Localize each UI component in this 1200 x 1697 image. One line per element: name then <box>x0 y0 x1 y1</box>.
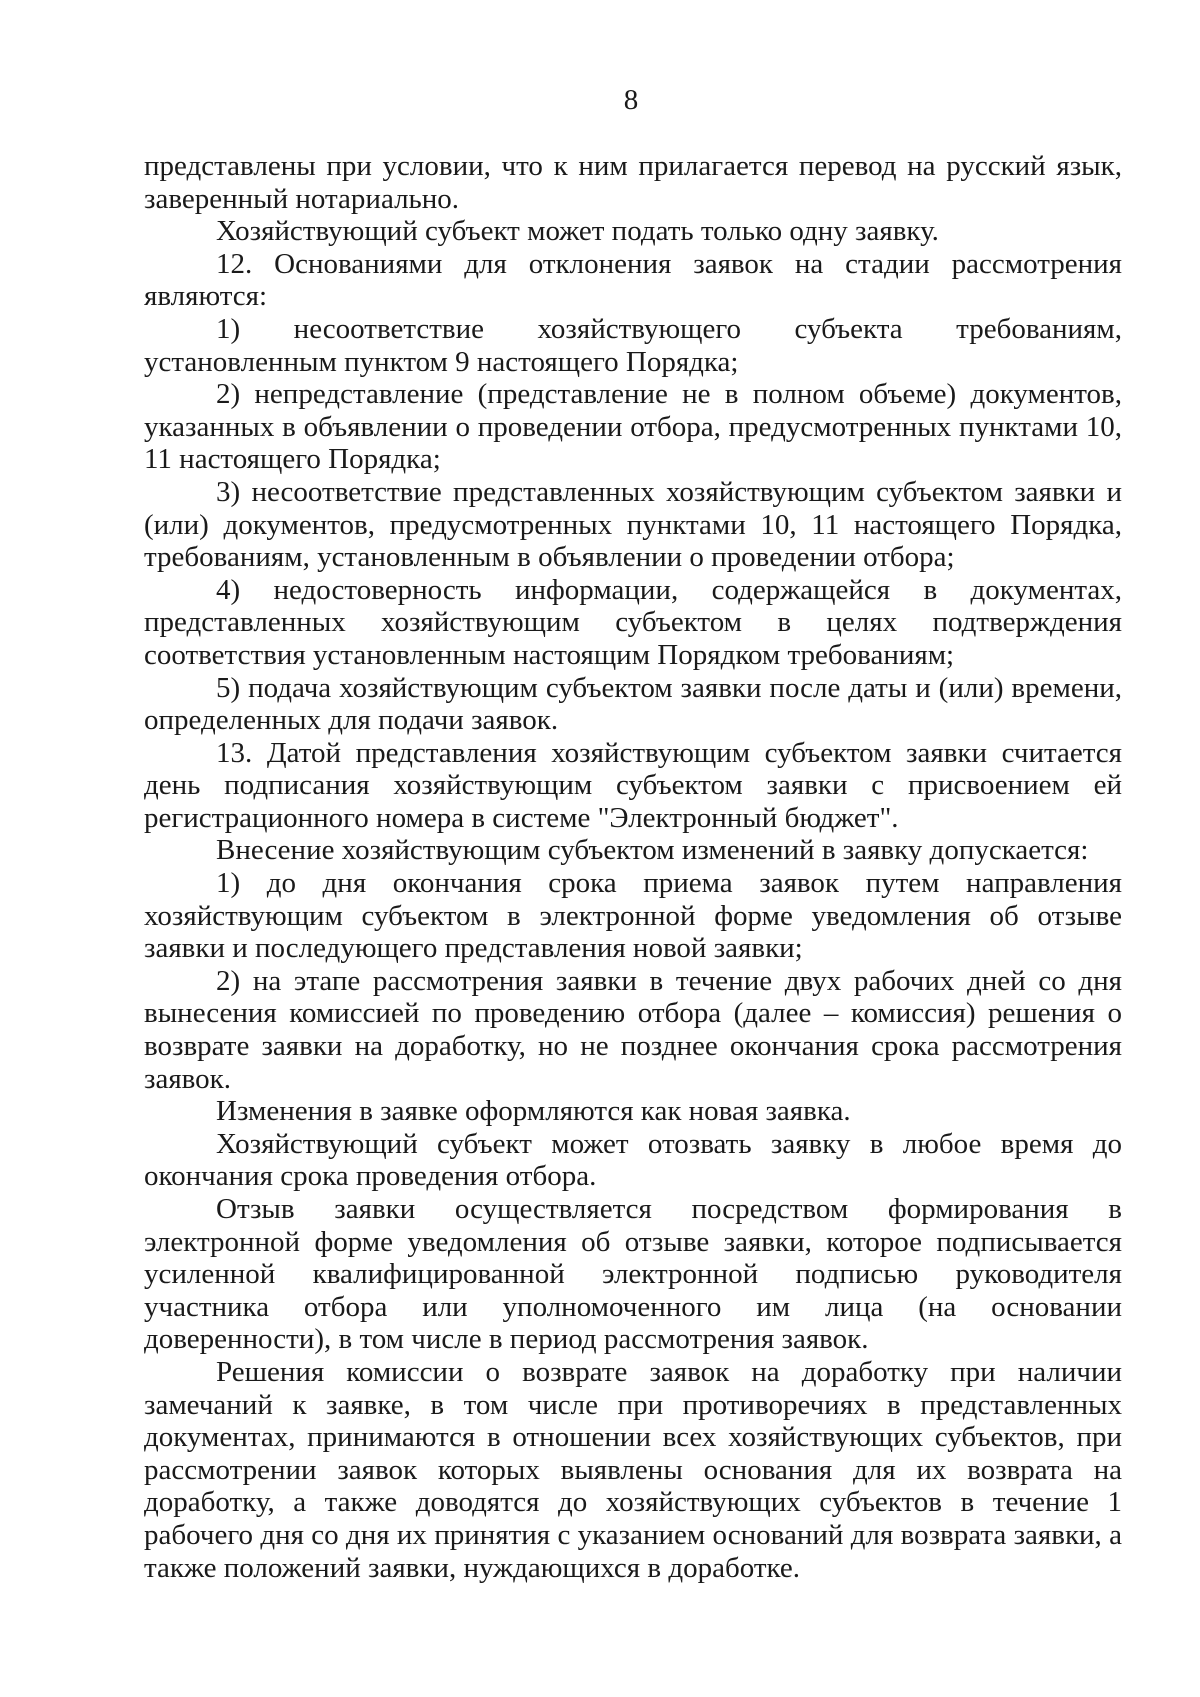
paragraph: Хозяйствующий субъект может подать только одну заявку. <box>216 215 939 248</box>
paragraph: 1) до дня окончания срока приема заявок путем направления хозяйствующим субъектом в электронной форме уведомления об отзыве заявки и последующего представления новой заявки; <box>144 867 1122 965</box>
paragraph: Хозяйствующий субъект может отозвать заявку в любое время до окончания срока проведения отбора. <box>144 1127 1122 1193</box>
paragraph: 13. Датой представления хозяйствующим субъектом заявки считается день подписания хозяйствующим субъектом заявки с присвоением ей регистрационного номера в системе "Электронный бюджет". <box>144 736 1122 834</box>
paragraph: 2) непредставление (представление не в полном объеме) документов, указанных в объявлении о проведении отбора, предусмотренных пунктами 10, 11 настоящего Порядка; <box>144 378 1122 476</box>
paragraph: 12. Основаниями для отклонения заявок на стадии рассмотрения являются: <box>144 247 1122 313</box>
document-body <box>144 150 1122 1584</box>
paragraph: 5) подача хозяйствующим субъектом заявки после даты и (или) времени, определенных для подачи заявок. <box>144 671 1122 737</box>
paragraph: 3) несоответствие представленных хозяйствующим субъектом заявки и (или) документов, предусмотренных пунктами 10, 11 настоящего Порядка, требованиям, установленным в объявлении о проведении отбора; <box>144 475 1122 574</box>
paragraph: Решения комиссии о возврате заявок на доработку при наличии замечаний к заявке, в том числе при противоречиях в представленных документах, принимаются в отношении всех хозяйствующих субъектов, при рассмотрении заявок которых выявлены основания для их возврата на доработку, а также доводятся до хозяйствующих субъектов в течение 1 рабочего дня со дня их принятия с указанием оснований для возврата заявки, а также положений заявки, нуждающихся в доработке. <box>144 1355 1122 1584</box>
paragraph: Внесение хозяйствующим субъектом изменений в заявку допускается: <box>216 834 1089 867</box>
paragraph: 1) несоответствие хозяйствующего субъекта требованиям, установленным пунктом 9 настоящего Порядка; <box>144 312 1122 378</box>
paragraph: 4) недостоверность информации, содержащейся в документах, представленных хозяйствующим субъектом в целях подтверждения соответствия установленным настоящим Порядком требованиям; <box>144 573 1122 671</box>
paragraph: Отзыв заявки осуществляется посредством формирования в электронной форме уведомления об отзыве заявки, которое подписывается усиленной квалифицированной электронной подписью руководителя участника отбора или уполномоченного им лица (на основании доверенности), в том числе в период рассмотрения заявок. <box>144 1193 1122 1356</box>
paragraph: Изменения в заявке оформляются как новая заявка. <box>216 1095 851 1128</box>
paragraph: 2) на этапе рассмотрения заявки в течение двух рабочих дней со дня вынесения комиссией по проведению отбора (далее – комиссия) решения о возврате заявки на доработку, но не позднее окончания срока рассмотрения заявок. <box>144 964 1122 1095</box>
paragraph: представлены при условии, что к ним прилагается перевод на русский язык, заверенный нотариально. <box>144 150 1122 215</box>
page-number: 8 <box>623 84 639 116</box>
